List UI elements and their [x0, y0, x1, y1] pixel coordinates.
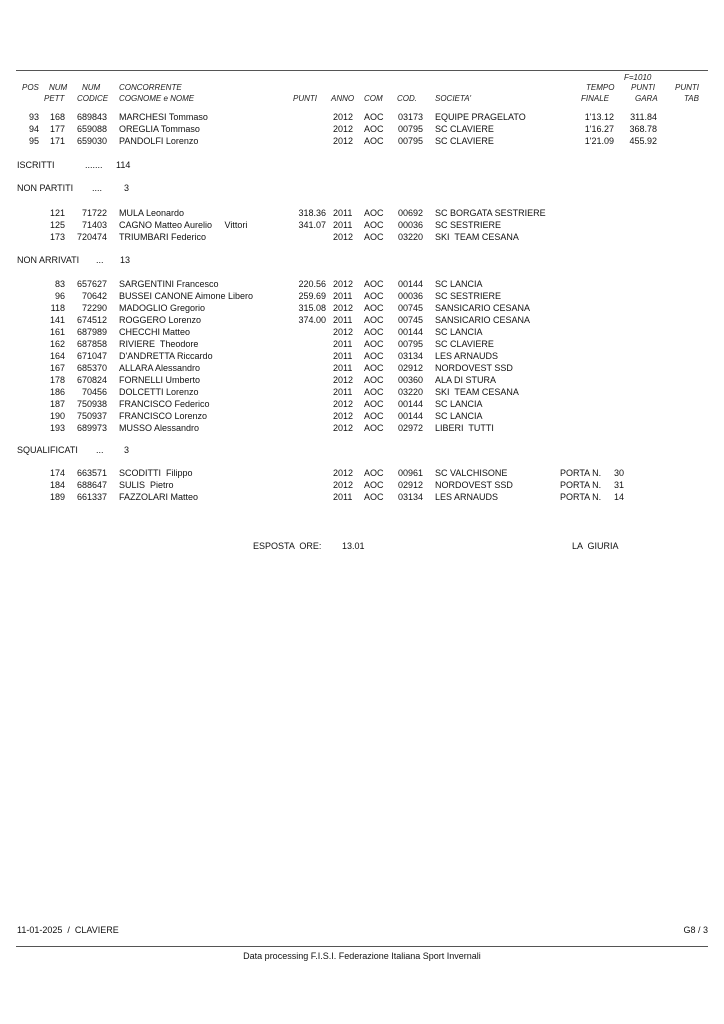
pett: 141 [49, 315, 65, 325]
cod: 00036 [398, 220, 424, 230]
cod: 03220 [398, 232, 424, 242]
anno: 2011 [333, 351, 353, 361]
competitor-name: RIVIERE Theodore [119, 339, 199, 349]
porta-number: 14 [614, 492, 625, 502]
competitor-name: MULA Leonardo [119, 208, 185, 218]
punti-gara: 368.78 [629, 124, 657, 134]
table-row [0, 232, 724, 244]
squalificati-label: SQUALIFICATI [17, 445, 78, 455]
iscritti-dots: ....... [85, 160, 103, 170]
anno: 2011 [333, 363, 353, 373]
com: AOC [364, 363, 384, 373]
codice: 674512 [76, 315, 107, 325]
non-arrivati-dots: ... [96, 255, 104, 265]
table-row [0, 220, 724, 232]
com: AOC [364, 232, 384, 242]
table-row [0, 208, 724, 220]
anno: 2011 [333, 208, 353, 218]
porta-number: 31 [614, 480, 625, 490]
esposta-time: 13.01 [342, 541, 365, 551]
non-partiti-label: NON PARTITI [17, 183, 74, 193]
competitor-name: MADOGLIO Gregorio [119, 303, 206, 313]
anno: 2012 [333, 375, 354, 385]
header-f-label: F=1010 [624, 73, 652, 82]
punti: 315.08 [298, 303, 326, 313]
cod: 02912 [398, 363, 424, 373]
non-arrivati-label: NON ARRIVATI [17, 255, 80, 265]
com: AOC [364, 492, 384, 502]
codice: 670824 [76, 375, 107, 385]
com: AOC [364, 351, 384, 361]
table-row [0, 124, 724, 136]
societa: SC BORGATA SESTRIERE [435, 208, 546, 218]
pett: 174 [49, 468, 65, 478]
porta-number: 30 [614, 468, 625, 478]
com: AOC [364, 375, 384, 385]
iscritti-count: 114 [116, 160, 131, 170]
societa: LES ARNAUDS [435, 492, 499, 502]
competitor-name: CAGNO Matteo Aurelio Vittori [119, 220, 248, 230]
pett: 83 [54, 279, 65, 289]
codice: 71403 [81, 220, 107, 230]
com: AOC [364, 279, 384, 289]
squalificati-summary [0, 445, 724, 457]
codice: 70456 [81, 387, 107, 397]
codice: 687858 [76, 339, 107, 349]
codice: 687989 [76, 327, 107, 337]
societa: LIBERI TUTTI [435, 423, 494, 433]
punti-gara: 311.84 [630, 112, 657, 122]
pett: 187 [49, 399, 65, 409]
footer-rule [16, 946, 708, 947]
porta-label: PORTA N. [560, 492, 602, 502]
competitor-name: ALLARA Alessandro [119, 363, 201, 373]
codice: 71722 [81, 208, 107, 218]
pos: 94 [28, 124, 39, 134]
iscritti-summary [0, 160, 724, 172]
codice: 671047 [76, 351, 107, 361]
header-punti-tab: PUNTI [675, 83, 699, 92]
competitor-name: PANDOLFI Lorenzo [119, 136, 199, 146]
table-row [0, 411, 724, 423]
pett: 125 [49, 220, 65, 230]
table-row [0, 112, 724, 124]
anno: 2012 [333, 411, 354, 421]
competitor-name: ROGGERO Lorenzo [119, 315, 202, 325]
com: AOC [364, 291, 384, 301]
table-row [0, 480, 724, 492]
com: AOC [364, 327, 384, 337]
competitor-name: OREGLIA Tommaso [119, 124, 200, 134]
anno: 2012 [333, 468, 354, 478]
top-rule [16, 70, 708, 71]
com: AOC [364, 339, 384, 349]
com: AOC [364, 303, 384, 313]
header-punti-gara: PUNTI [631, 83, 655, 92]
pett: 167 [49, 363, 65, 373]
societa: SKI TEAM CESANA [435, 232, 519, 242]
table-row [0, 492, 724, 504]
anno: 2012 [333, 423, 354, 433]
competitor-name: FRANCISCO Federico [119, 399, 210, 409]
porta-label: PORTA N. [560, 468, 602, 478]
non-partiti-summary [0, 183, 724, 195]
footer-date-place: 11-01-2025 / CLAVIERE [17, 925, 119, 935]
anno: 2012 [333, 327, 354, 337]
tempo-finale: 1'21.09 [584, 136, 614, 146]
header-pett: PETT [44, 94, 65, 103]
header-num-codice: NUM [82, 83, 101, 92]
codice: 685370 [76, 363, 107, 373]
competitor-name: MARCHESI Tommaso [119, 112, 208, 122]
societa: NORDOVEST SSD [435, 480, 513, 490]
cod: 00144 [398, 327, 424, 337]
cod: 00036 [398, 291, 424, 301]
com: AOC [364, 315, 384, 325]
pos: 95 [28, 136, 39, 146]
societa: SC LANCIA [435, 411, 483, 421]
table-row [0, 279, 724, 291]
societa: SANSICARIO CESANA [435, 303, 531, 313]
pett: 184 [49, 480, 65, 490]
com: AOC [364, 468, 384, 478]
competitor-name: SCODITTI Filippo [119, 468, 193, 478]
punti: 374.00 [298, 315, 326, 325]
com: AOC [364, 136, 384, 146]
competitor-name: D'ANDRETTA Riccardo [119, 351, 213, 361]
com: AOC [364, 112, 384, 122]
com: AOC [364, 399, 384, 409]
codice: 661337 [76, 492, 107, 502]
table-row [0, 423, 724, 435]
anno: 2011 [333, 492, 353, 502]
competitor-name: MUSSO Alessandro [119, 423, 200, 433]
codice: 659088 [76, 124, 107, 134]
cod: 00961 [398, 468, 424, 478]
anno: 2012 [333, 303, 354, 313]
codice: 659030 [76, 136, 107, 146]
societa: SKI TEAM CESANA [435, 387, 519, 397]
codice: 689973 [76, 423, 107, 433]
pett: 189 [49, 492, 65, 502]
header-cod: COD. [397, 94, 417, 103]
competitor-name: FORNELLI Umberto [119, 375, 201, 385]
header-gara: GARA [635, 94, 658, 103]
competitor-name: DOLCETTI Lorenzo [119, 387, 199, 397]
codice: 750938 [76, 399, 107, 409]
cod: 03134 [398, 351, 424, 361]
codice: 720474 [76, 232, 107, 242]
punti-gara: 455.92 [629, 136, 657, 146]
cod: 00144 [398, 279, 424, 289]
table-row [0, 387, 724, 399]
punti: 259.69 [298, 291, 326, 301]
header-cognome-nome: COGNOME e NOME [119, 94, 195, 103]
codice: 657627 [76, 279, 107, 289]
societa: SC SESTRIERE [435, 220, 502, 230]
header-tempo: TEMPO [586, 83, 615, 92]
squalificati-dots: ... [96, 445, 104, 455]
cod: 00144 [398, 411, 424, 421]
cod: 03173 [398, 112, 424, 122]
page-number: G8 / 3 [683, 925, 708, 935]
codice: 689843 [76, 112, 107, 122]
table-row [0, 339, 724, 351]
com: AOC [364, 208, 384, 218]
anno: 2011 [333, 291, 353, 301]
com: AOC [364, 124, 384, 134]
table-row [0, 315, 724, 327]
esposta-label: ESPOSTA ORE: [253, 541, 322, 551]
non-partiti-count: 3 [124, 183, 130, 193]
punti: 318.36 [298, 208, 326, 218]
anno: 2012 [333, 232, 354, 242]
table-row [0, 363, 724, 375]
pett: 177 [49, 124, 65, 134]
codice: 663571 [76, 468, 107, 478]
societa: SC SESTRIERE [435, 291, 502, 301]
competitor-name: BUSSEI CANONE Aimone Libero [119, 291, 254, 301]
pos: 93 [28, 112, 39, 122]
header-codice: CODICE [77, 94, 109, 103]
anno: 2012 [333, 136, 354, 146]
competitor-name: FRANCISCO Lorenzo [119, 411, 208, 421]
competitor-name: SARGENTINI Francesco [119, 279, 219, 289]
cod: 00144 [398, 399, 424, 409]
table-row [0, 136, 724, 148]
societa: ALA DI STURA [435, 375, 497, 385]
pett: 161 [49, 327, 65, 337]
header-anno: ANNO [331, 94, 355, 103]
table-row [0, 351, 724, 363]
societa: SC CLAVIERE [435, 136, 494, 146]
header-concorrente: CONCORRENTE [119, 83, 182, 92]
societa: NORDOVEST SSD [435, 363, 513, 373]
pett: 164 [49, 351, 65, 361]
cod: 03220 [398, 387, 424, 397]
table-row [0, 468, 724, 480]
societa: SANSICARIO CESANA [435, 315, 531, 325]
pett: 173 [49, 232, 65, 242]
anno: 2012 [333, 480, 354, 490]
societa: SC VALCHISONE [435, 468, 508, 478]
competitor-name: SULIS Pietro [119, 480, 174, 490]
header-punti: PUNTI [293, 94, 317, 103]
pett: 171 [49, 136, 65, 146]
header-tab: TAB [684, 94, 699, 103]
pett: 178 [49, 375, 65, 385]
societa: EQUIPE PRAGELATO [435, 112, 526, 122]
esposta-line [0, 541, 724, 553]
societa: SC LANCIA [435, 327, 483, 337]
table-row [0, 399, 724, 411]
anno: 2012 [333, 112, 354, 122]
cod: 00795 [398, 124, 424, 134]
com: AOC [364, 411, 384, 421]
societa: SC LANCIA [435, 399, 483, 409]
footer-credit [0, 951, 724, 963]
cod: 02912 [398, 480, 424, 490]
anno: 2011 [333, 387, 353, 397]
cod: 00745 [398, 315, 424, 325]
codice: 688647 [76, 480, 107, 490]
header-societa: SOCIETA' [435, 94, 472, 103]
cod: 02972 [398, 423, 424, 433]
pett: 168 [49, 112, 65, 122]
competitor-name: TRIUMBARI Federico [119, 232, 207, 242]
pett: 121 [49, 208, 65, 218]
pett: 96 [54, 291, 65, 301]
pett: 190 [49, 411, 65, 421]
com: AOC [364, 220, 384, 230]
tempo-finale: 1'13.12 [584, 112, 614, 122]
anno: 2011 [333, 315, 353, 325]
competitor-name: FAZZOLARI Matteo [119, 492, 199, 502]
header-num-pett: NUM [49, 83, 68, 92]
header-com: COM [364, 94, 383, 103]
data-processing-credit: Data processing F.I.S.I. Federazione Italiana Sport Invernali [243, 951, 481, 961]
header-pos: POS [22, 83, 39, 92]
societa: SC CLAVIERE [435, 339, 494, 349]
anno: 2012 [333, 279, 354, 289]
cod: 00795 [398, 339, 424, 349]
pett: 193 [49, 423, 65, 433]
giuria-label: LA GIURIA [572, 541, 619, 551]
pett: 118 [50, 303, 65, 313]
codice: 72290 [81, 303, 107, 313]
cod: 00360 [398, 375, 424, 385]
com: AOC [364, 387, 384, 397]
competitor-name: CHECCHI Matteo [119, 327, 191, 337]
societa: LES ARNAUDS [435, 351, 499, 361]
punti: 341.07 [298, 220, 326, 230]
societa: SC CLAVIERE [435, 124, 494, 134]
com: AOC [364, 423, 384, 433]
non-arrivati-count: 13 [120, 255, 131, 265]
footer-line [0, 925, 724, 937]
porta-label: PORTA N. [560, 480, 602, 490]
anno: 2011 [333, 220, 353, 230]
iscritti-label: ISCRITTI [17, 160, 55, 170]
anno: 2011 [333, 339, 353, 349]
non-arrivati-summary [0, 255, 724, 267]
table-row [0, 291, 724, 303]
anno: 2012 [333, 399, 354, 409]
table-row [0, 375, 724, 387]
punti: 220.56 [298, 279, 326, 289]
societa: SC LANCIA [435, 279, 483, 289]
cod: 03134 [398, 492, 424, 502]
table-row [0, 303, 724, 315]
codice: 70642 [81, 291, 107, 301]
cod: 00795 [398, 136, 424, 146]
codice: 750937 [76, 411, 107, 421]
com: AOC [364, 480, 384, 490]
non-partiti-dots: .... [92, 183, 103, 193]
anno: 2012 [333, 124, 354, 134]
pett: 186 [49, 387, 65, 397]
header-finale: FINALE [581, 94, 610, 103]
table-row [0, 327, 724, 339]
pett: 162 [49, 339, 65, 349]
cod: 00745 [398, 303, 424, 313]
tempo-finale: 1'16.27 [584, 124, 614, 134]
squalificati-count: 3 [124, 445, 130, 455]
cod: 00692 [398, 208, 424, 218]
